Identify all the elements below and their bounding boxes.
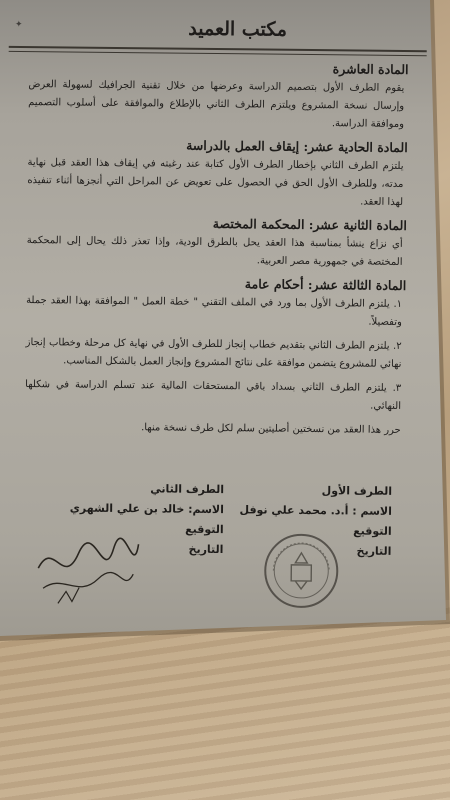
article-item-3: ٣. يلتزم الطرف الثاني بسداد باقي المستحقات المالية عند تسلم الدراسة في شكلها النهائي. — [25, 379, 402, 412]
article-11 — [7, 136, 426, 212]
article-13 — [5, 274, 424, 416]
article-heading: المادة العاشرة — [332, 61, 409, 78]
signature-label: التوقيع — [353, 524, 392, 538]
closing-statement: حرر هذا العقد من نسختين أصليتين سلم لكل طرف نسخة منها. — [141, 422, 401, 436]
article-paragraph: يلتزم الطرف الثاني بإخطار الطرف الأول كتابة عند رغبته في إيقاف هذا العقد قبل نهاية مدته، وللطرف الأول الحق في الحصول على تعويض عن المراحل التي أنجزها أثناء تنفيذه لهذا العقد. — [27, 157, 404, 208]
header-title: مكتب العميد — [188, 17, 288, 41]
document-page — [3, 8, 427, 612]
article-heading: المادة الحادية عشر: إيقاف العمل بالدراسة — [186, 137, 408, 156]
article-paragraph: يقوم الطرف الأول بتصميم الدراسة وعرضها من خلال تقنية الجرافيك لسهولة العرض وإرسال نسخة المشروع ويلتزم الطرف الثاني بالإطلاع والموافقة على أسلوب التصميم وموافقة الدراسة. — [28, 79, 405, 130]
article-heading: المادة الثانية عشر: المحكمة المختصة — [212, 215, 407, 234]
header-logo-icon: ✦ — [14, 19, 23, 30]
article-item-1: ١. يلتزم الطرف الأول بما ورد في الملف التقني " خطة العمل " الموافقة بهذا العقد جملة وتفصيلاً. — [26, 295, 403, 328]
party-title: الطرف الثاني — [150, 482, 225, 497]
official-seal-stamp — [261, 531, 342, 612]
document-header — [9, 8, 427, 52]
article-item-2: ٢. يلتزم الطرف الثاني بتقديم خطاب إنجاز للطرف الأول في نهاية كل مرحلة وخطاب إنجاز نهائي للمشروع يتضمن موافقة على نتائج المشروع وإنجاز العمل بالشكل المناسب. — [25, 337, 402, 370]
party-title: الطرف الأول — [321, 484, 393, 498]
handwritten-signature — [33, 528, 144, 609]
article-10 — [8, 58, 427, 134]
article-paragraph: أي نزاع ينشأ بمناسبة هذا العقد يحل بالطرق الودية، وإذا تعذر ذلك يحال إلى المحكمة المختصة في جمهورية مصر العربية. — [26, 235, 403, 268]
signature-label: التوقيع — [185, 522, 224, 537]
header-divider — [9, 51, 427, 56]
date-label: التاريخ — [188, 542, 224, 557]
article-12 — [6, 214, 425, 272]
party-name: الاسم : أ.د. محمد علي نوفل — [239, 503, 392, 518]
article-heading: المادة الثالثة عشر: أحكام عامة — [244, 276, 407, 294]
date-label: التاريخ — [356, 544, 392, 558]
party-name: الاسم: خالد بن علي الشهري — [69, 501, 224, 517]
